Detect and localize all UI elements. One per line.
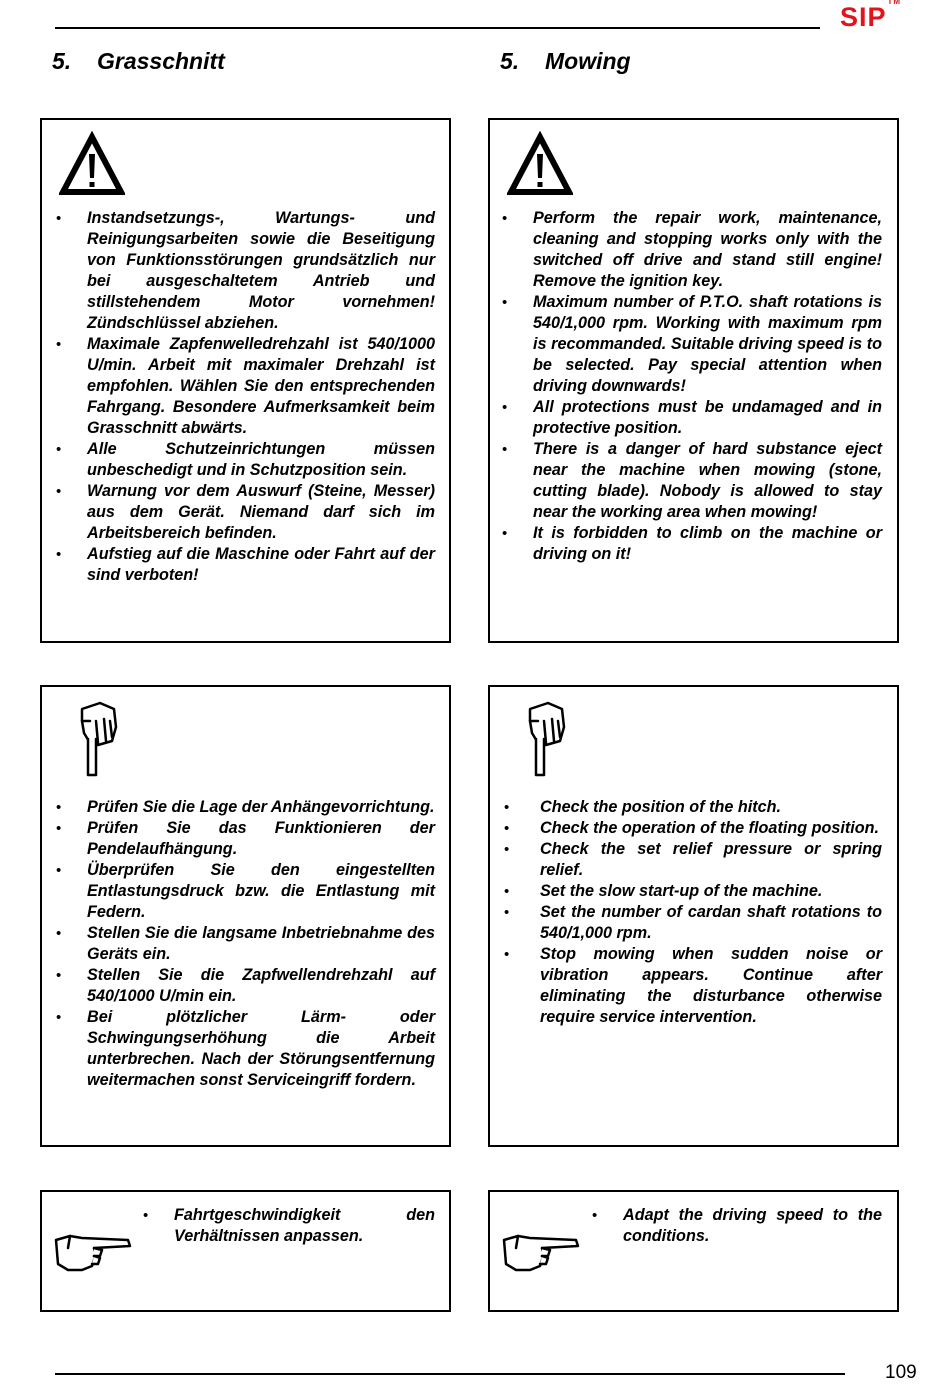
list-item: • Überprüfen Sie den eingestellten Entlastungsdruck bzw. die Entlastung mit Federn. [56, 860, 435, 923]
warning-list-en [502, 208, 882, 565]
pointing-hand-right-icon [52, 1230, 134, 1274]
bottom-rule [55, 1373, 845, 1375]
list-item: • Alle Schutzeinrichtungen müssen unbeschedigt und in Schutzposition sein. [56, 439, 435, 481]
list-item: • Maximale Zapfenwelledrehzahl ist 540/1000 U/min. Arbeit mit maximaler Drehzahl ist empfohlen. Wählen Sie den entsprechenden Fahrgang. Besondere Aufmerksamkeit beim Grasschnitt abwärts. [56, 334, 435, 439]
section-heading-de: 5. Grasschnitt [52, 48, 225, 74]
list-item: • Aufstieg auf die Maschine oder Fahrt auf der sind verboten! [56, 544, 435, 586]
check-list-de [56, 797, 435, 1091]
note-list-en [592, 1205, 882, 1247]
list-item: • Stop mowing when sudden noise or vibration appears. Continue after eliminating the disturbance otherwise require service intervention. [504, 944, 882, 1028]
list-item: • Stellen Sie die langsame Inbetriebnahme des Geräts ein. [56, 923, 435, 965]
list-item: • There is a danger of hard substance eject near the machine when mowing (stone, cutting blade). Nobody is allowed to stay near the working area when mowing! [502, 439, 882, 523]
warning-triangle-icon [507, 130, 573, 196]
list-item: • Check the operation of the floating position. [504, 818, 882, 839]
list-item: • It is forbidden to climb on the machine or driving on it! [502, 523, 882, 565]
list-item: • Fahrtgeschwindigkeit den Verhältnissen anpassen. [143, 1205, 435, 1247]
pointing-hand-down-icon [76, 699, 120, 779]
list-item: • Check the position of the hitch. [504, 797, 882, 818]
warning-box-en [488, 118, 899, 643]
list-item: • Adapt the driving speed to the conditions. [592, 1205, 882, 1247]
pointing-hand-right-icon [500, 1230, 582, 1274]
list-item: • Check the set relief pressure or spring relief. [504, 839, 882, 881]
top-rule [55, 27, 820, 29]
warning-list-de [56, 208, 435, 586]
list-item: • All protections must be undamaged and in protective position. [502, 397, 882, 439]
warning-box-de [40, 118, 451, 643]
sip-logo: SIP™ [840, 0, 902, 32]
list-item: • Bei plötzlicher Lärm- oder Schwingungserhöhung die Arbeit unterbrechen. Nach der Störungsentfernung weitermachen sonst Serviceingriff fordern. [56, 1007, 435, 1091]
list-item: • Maximum number of P.T.O. shaft rotations is 540/1,000 rpm. Working with maximum rpm is recommanded. Suitable driving speed is to be selected. Pay special attention when driving downwards! [502, 292, 882, 397]
list-item: • Perform the repair work, maintenance, cleaning and stopping works only with the switched off drive and stand still engine! Remove the ignition key. [502, 208, 882, 292]
page-number: 109 [885, 1362, 917, 1383]
note-box-de [40, 1190, 451, 1312]
note-list-de [143, 1205, 435, 1247]
list-item: • Set the slow start-up of the machine. [504, 881, 882, 902]
check-box-en [488, 685, 899, 1147]
list-item: • Prüfen Sie die Lage der Anhängevorrichtung. [56, 797, 435, 818]
pointing-hand-down-icon [524, 699, 568, 779]
list-item: • Warnung vor dem Auswurf (Steine, Messer) aus dem Gerät. Niemand darf sich im Arbeitsbereich befinden. [56, 481, 435, 544]
note-box-en [488, 1190, 899, 1312]
list-item: • Stellen Sie die Zapfwellendrehzahl auf 540/1000 U/min ein. [56, 965, 435, 1007]
list-item: • Prüfen Sie das Funktionieren der Pendelaufhängung. [56, 818, 435, 860]
check-box-de [40, 685, 451, 1147]
check-list-en [504, 797, 882, 1028]
list-item: • Instandsetzungs-, Wartungs- und Reinigungsarbeiten sowie die Beseitigung von Funktionsstörungen grundsätzlich nur bei ausgeschaltetem Antrieb und stillstehendem Motor vornehmen! Zündschlüssel abziehen. [56, 208, 435, 334]
list-item: • Set the number of cardan shaft rotations to 540/1,000 rpm. [504, 902, 882, 944]
section-heading-en: 5. Mowing [500, 48, 631, 74]
warning-triangle-icon [59, 130, 125, 196]
